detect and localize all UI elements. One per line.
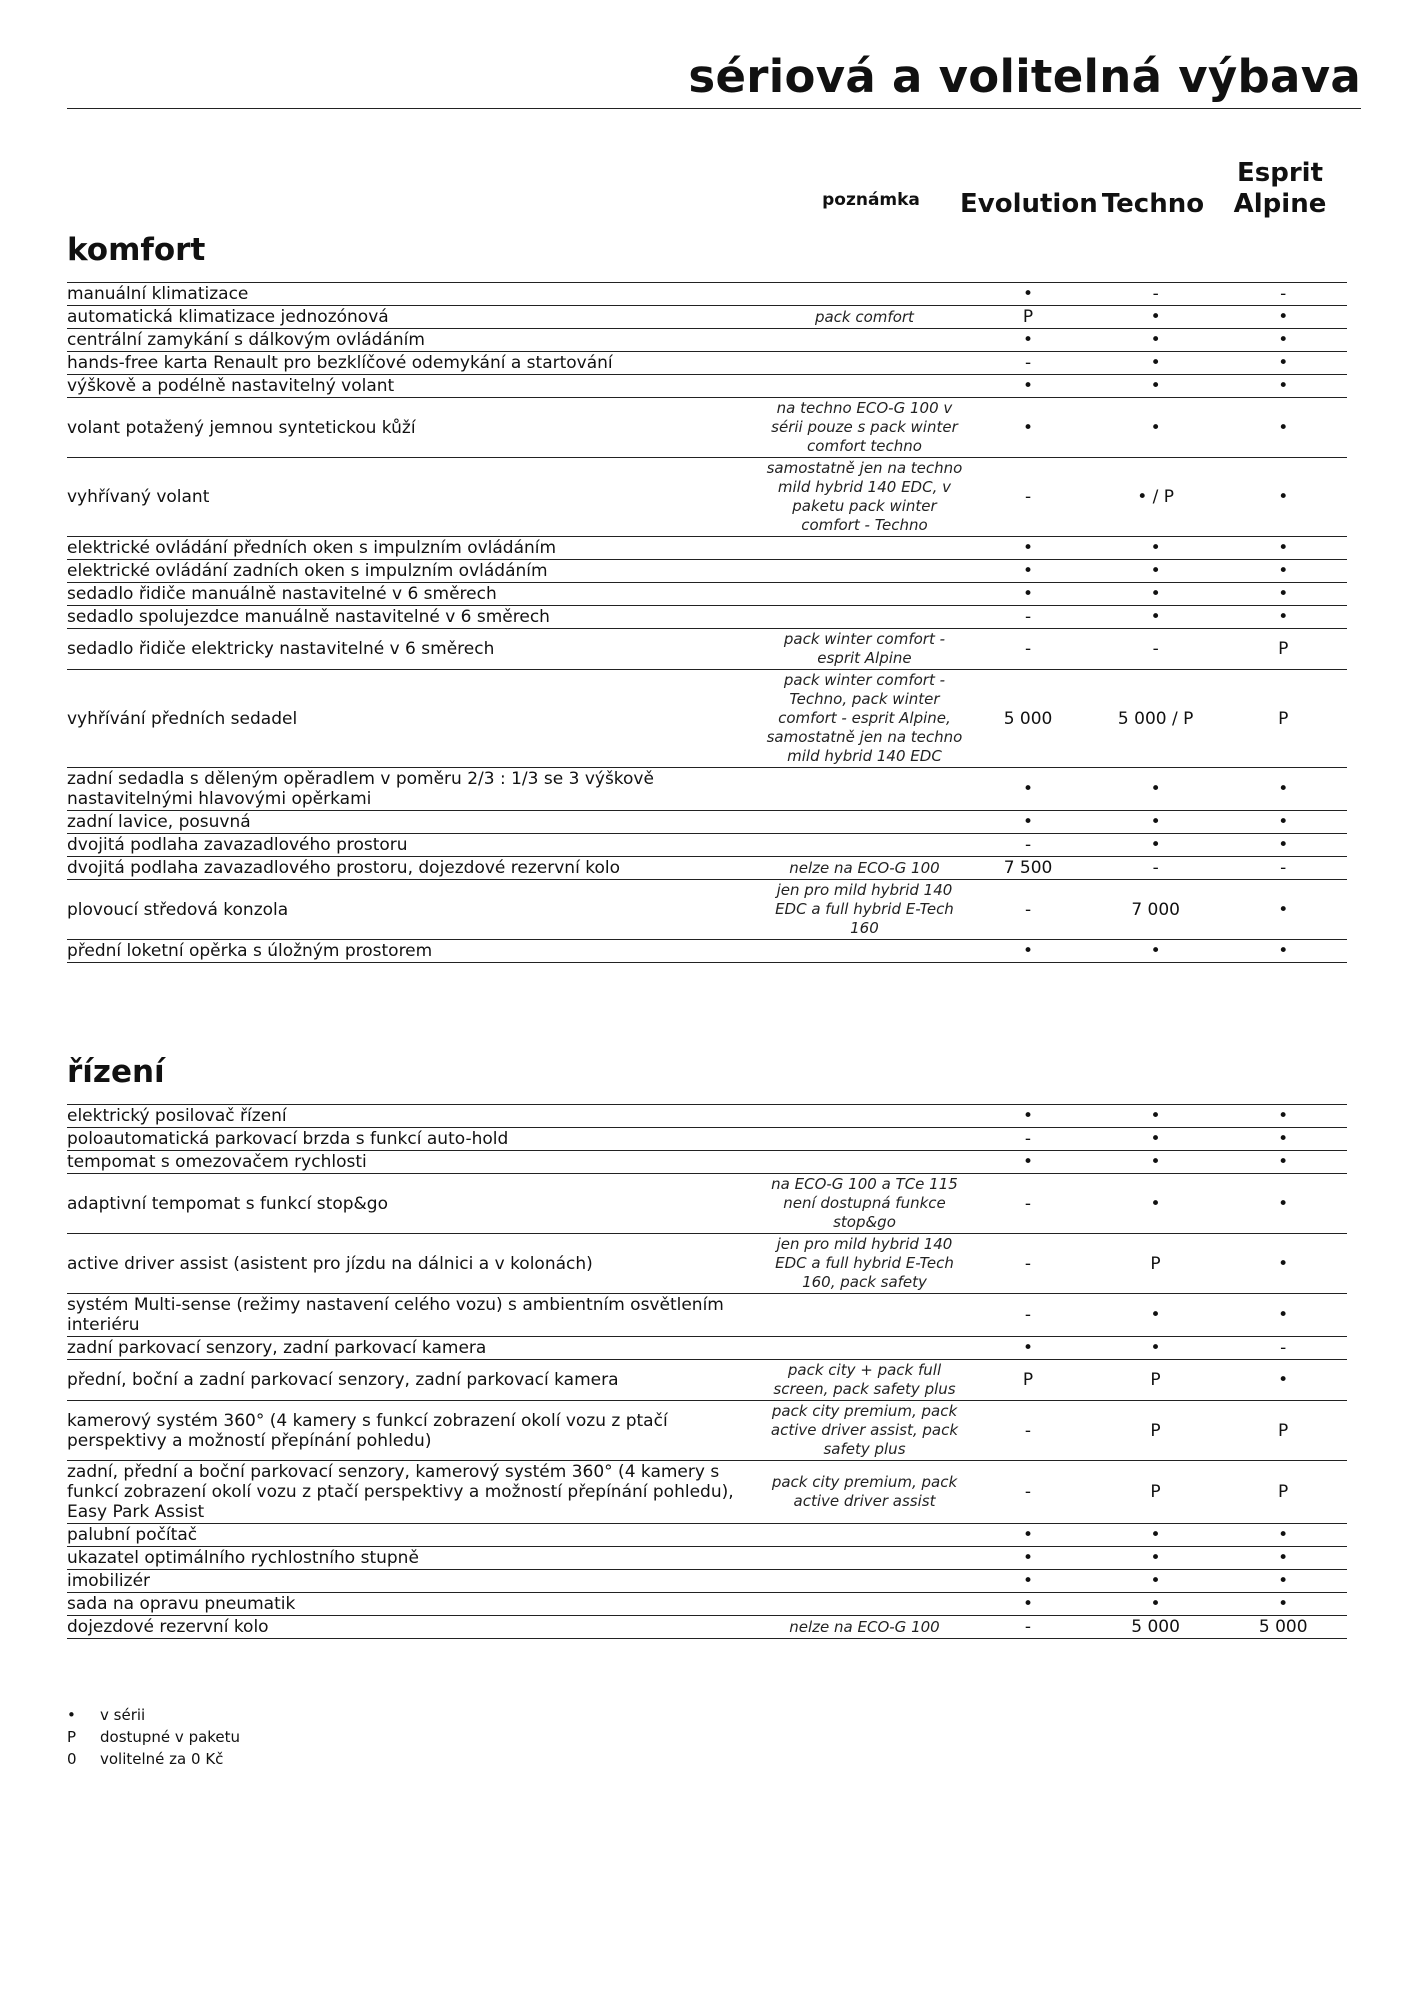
column-headers: [0, 150, 1414, 220]
feature-cell: hands-free karta Renault pro bezklíčové odemykání a startování: [67, 352, 765, 375]
techno-cell: •: [1092, 329, 1220, 352]
table-row: [67, 857, 1347, 880]
evolution-cell: -: [964, 1294, 1092, 1337]
feature-cell: ukazatel optimálního rychlostního stupně: [67, 1547, 765, 1570]
feature-cell: plovoucí středová konzola: [67, 880, 765, 940]
feature-cell: manuální klimatizace: [67, 283, 765, 306]
esprit-alpine-cell: •: [1219, 880, 1347, 940]
header-esprit-line2: Alpine: [1233, 189, 1327, 219]
feature-cell: kamerový systém 360° (4 kamery s funkcí zobrazení okolí vozu z ptačí perspektivy a možností přepínání pohledu): [67, 1401, 765, 1461]
esprit-alpine-cell: P: [1219, 670, 1347, 768]
note-cell: [765, 1570, 964, 1593]
feature-cell: sedadlo řidiče elektricky nastavitelné v 6 směrech: [67, 629, 765, 670]
feature-cell: palubní počítač: [67, 1524, 765, 1547]
table-row: [67, 1151, 1347, 1174]
techno-cell: •: [1092, 768, 1220, 811]
evolution-cell: -: [964, 1401, 1092, 1461]
esprit-alpine-cell: •: [1219, 606, 1347, 629]
note-cell: pack comfort: [765, 306, 965, 329]
legend-symbol: 0: [67, 1750, 77, 1768]
header-note: poznámka: [822, 190, 920, 210]
note-cell: pack city premium, pack active driver assist: [765, 1461, 964, 1524]
table-row: [67, 1234, 1347, 1294]
table-row: [67, 1593, 1347, 1616]
esprit-alpine-cell: •: [1219, 352, 1347, 375]
note-cell: pack city premium, pack active driver assist, pack safety plus: [765, 1401, 964, 1461]
note-cell: [765, 1128, 964, 1151]
feature-cell: elektrický posilovač řízení: [67, 1105, 765, 1128]
evolution-cell: •: [964, 375, 1092, 398]
evolution-cell: -: [964, 458, 1092, 537]
evolution-cell: •: [964, 811, 1092, 834]
feature-cell: zadní sedadla s děleným opěradlem v poměru 2/3 : 1/3 se 3 výškově nastavitelnými hlavovými opěrkami: [67, 768, 765, 811]
legend-text: volitelné za 0 Kč: [100, 1750, 224, 1768]
table-row: [67, 560, 1347, 583]
feature-cell: vyhřívaný volant: [67, 458, 765, 537]
techno-cell: •: [1092, 1337, 1220, 1360]
table-row: [67, 352, 1347, 375]
esprit-alpine-cell: •: [1219, 560, 1347, 583]
evolution-cell: -: [964, 1128, 1092, 1151]
table-row: [67, 1360, 1347, 1401]
evolution-cell: -: [964, 880, 1092, 940]
note-cell: pack winter comfort - esprit Alpine: [765, 629, 965, 670]
note-cell: [765, 560, 965, 583]
esprit-alpine-cell: 5 000: [1219, 1616, 1347, 1639]
evolution-cell: •: [964, 1105, 1092, 1128]
esprit-alpine-cell: •: [1219, 940, 1347, 963]
table-row: [67, 1401, 1347, 1461]
feature-cell: zadní lavice, posuvná: [67, 811, 765, 834]
esprit-alpine-cell: •: [1219, 1593, 1347, 1616]
note-cell: [765, 352, 965, 375]
legend-item: [67, 1748, 240, 1770]
feature-cell: dvojitá podlaha zavazadlového prostoru: [67, 834, 765, 857]
table-row: [67, 1105, 1347, 1128]
feature-cell: vyhřívání předních sedadel: [67, 670, 765, 768]
esprit-alpine-cell: •: [1219, 834, 1347, 857]
note-cell: jen pro mild hybrid 140 EDC a full hybrid E-Tech 160, pack safety: [765, 1234, 964, 1294]
techno-cell: •: [1092, 1570, 1220, 1593]
note-cell: [765, 1547, 964, 1570]
esprit-alpine-cell: •: [1219, 1234, 1347, 1294]
techno-cell: •: [1092, 1524, 1220, 1547]
esprit-alpine-cell: •: [1219, 398, 1347, 458]
techno-cell: -: [1092, 857, 1220, 880]
esprit-alpine-cell: •: [1219, 1174, 1347, 1234]
feature-cell: adaptivní tempomat s funkcí stop&go: [67, 1174, 765, 1234]
esprit-alpine-cell: •: [1219, 1105, 1347, 1128]
table-row: [67, 306, 1347, 329]
techno-cell: •: [1092, 940, 1220, 963]
table-row: [67, 398, 1347, 458]
note-cell: pack winter comfort - Techno, pack winter comfort - esprit Alpine, samostatně jen na techno mild hybrid 140 EDC: [765, 670, 965, 768]
legend-item: [67, 1704, 240, 1726]
note-cell: [765, 537, 965, 560]
table-row: [67, 583, 1347, 606]
esprit-alpine-cell: •: [1219, 1570, 1347, 1593]
table-row: [67, 1128, 1347, 1151]
spec-table-rizeni: [67, 1104, 1347, 1639]
techno-cell: P: [1092, 1360, 1220, 1401]
esprit-alpine-cell: •: [1219, 1547, 1347, 1570]
feature-cell: imobilizér: [67, 1570, 765, 1593]
esprit-alpine-cell: -: [1219, 1337, 1347, 1360]
feature-cell: centrální zamykání s dálkovým ovládáním: [67, 329, 765, 352]
note-cell: [765, 1524, 964, 1547]
table-row: [67, 811, 1347, 834]
note-cell: samostatně jen na techno mild hybrid 140 EDC, v paketu pack winter comfort - Techno: [765, 458, 965, 537]
evolution-cell: 5 000: [964, 670, 1092, 768]
legend-text: dostupné v paketu: [100, 1728, 241, 1746]
evolution-cell: -: [964, 606, 1092, 629]
feature-cell: sedadlo řidiče manuálně nastavitelné v 6 směrech: [67, 583, 765, 606]
table-row: [67, 768, 1347, 811]
techno-cell: •: [1092, 1294, 1220, 1337]
note-cell: [765, 811, 965, 834]
page-title: sériová a volitelná výbava: [688, 50, 1361, 103]
evolution-cell: •: [964, 283, 1092, 306]
esprit-alpine-cell: •: [1219, 1128, 1347, 1151]
section-title-komfort: komfort: [67, 232, 206, 268]
esprit-alpine-cell: •: [1219, 1524, 1347, 1547]
evolution-cell: •: [964, 940, 1092, 963]
feature-cell: dvojitá podlaha zavazadlového prostoru, dojezdové rezervní kolo: [67, 857, 765, 880]
note-cell: [765, 834, 965, 857]
esprit-alpine-cell: •: [1219, 375, 1347, 398]
evolution-cell: -: [964, 1234, 1092, 1294]
evolution-cell: •: [964, 1524, 1092, 1547]
note-cell: [765, 1294, 964, 1337]
techno-cell: •: [1092, 583, 1220, 606]
table-row: [67, 283, 1347, 306]
techno-cell: •: [1092, 811, 1220, 834]
esprit-alpine-cell: •: [1219, 458, 1347, 537]
note-cell: nelze na ECO-G 100: [765, 1616, 964, 1639]
techno-cell: •: [1092, 1128, 1220, 1151]
note-cell: [765, 1337, 964, 1360]
note-cell: [765, 606, 965, 629]
header-evolution: Evolution: [960, 189, 1098, 219]
note-cell: [765, 1151, 964, 1174]
feature-cell: poloautomatická parkovací brzda s funkcí auto-hold: [67, 1128, 765, 1151]
spec-table-komfort: [67, 282, 1347, 963]
evolution-cell: •: [964, 1151, 1092, 1174]
techno-cell: 5 000 / P: [1092, 670, 1220, 768]
title-divider: [67, 108, 1361, 109]
feature-cell: zadní, přední a boční parkovací senzory, kamerový systém 360° (4 kamery s funkcí zobrazení okolí vozu z ptačí perspektivy a možností přepínání pohledu), Easy Park Assist: [67, 1461, 765, 1524]
techno-cell: 7 000: [1092, 880, 1220, 940]
table-row: [67, 1570, 1347, 1593]
evolution-cell: -: [964, 1616, 1092, 1639]
table-row: [67, 1337, 1347, 1360]
techno-cell: •: [1092, 1105, 1220, 1128]
note-cell: [765, 1105, 964, 1128]
feature-cell: elektrické ovládání zadních oken s impulzním ovládáním: [67, 560, 765, 583]
note-cell: [765, 329, 965, 352]
esprit-alpine-cell: •: [1219, 768, 1347, 811]
techno-cell: -: [1092, 283, 1220, 306]
table-row: [67, 375, 1347, 398]
evolution-cell: •: [964, 560, 1092, 583]
note-cell: nelze na ECO-G 100: [765, 857, 965, 880]
table-row: [67, 606, 1347, 629]
techno-cell: P: [1092, 1401, 1220, 1461]
evolution-cell: P: [964, 306, 1092, 329]
feature-cell: přední, boční a zadní parkovací senzory, zadní parkovací kamera: [67, 1360, 765, 1401]
evolution-cell: •: [964, 537, 1092, 560]
legend: [67, 1704, 240, 1770]
esprit-alpine-cell: •: [1219, 306, 1347, 329]
esprit-alpine-cell: •: [1219, 329, 1347, 352]
note-cell: na ECO-G 100 a TCe 115 není dostupná funkce stop&go: [765, 1174, 964, 1234]
evolution-cell: -: [964, 352, 1092, 375]
techno-cell: P: [1092, 1461, 1220, 1524]
techno-cell: •: [1092, 560, 1220, 583]
table-row: [67, 670, 1347, 768]
esprit-alpine-cell: -: [1219, 283, 1347, 306]
techno-cell: •: [1092, 834, 1220, 857]
esprit-alpine-cell: -: [1219, 857, 1347, 880]
techno-cell: -: [1092, 629, 1220, 670]
techno-cell: P: [1092, 1234, 1220, 1294]
feature-cell: active driver assist (asistent pro jízdu na dálnici a v kolonách): [67, 1234, 765, 1294]
techno-cell: 5 000: [1092, 1616, 1220, 1639]
feature-cell: systém Multi-sense (režimy nastavení celého vozu) s ambientním osvětlením interiéru: [67, 1294, 765, 1337]
evolution-cell: -: [964, 629, 1092, 670]
esprit-alpine-cell: P: [1219, 629, 1347, 670]
esprit-alpine-cell: P: [1219, 1461, 1347, 1524]
techno-cell: •: [1092, 1593, 1220, 1616]
table-row: [67, 940, 1347, 963]
techno-cell: •: [1092, 306, 1220, 329]
note-cell: [765, 375, 965, 398]
evolution-cell: •: [964, 1593, 1092, 1616]
note-cell: pack city + pack full screen, pack safety plus: [765, 1360, 964, 1401]
legend-text: v sérii: [100, 1706, 146, 1724]
table-row: [67, 1461, 1347, 1524]
evolution-cell: -: [964, 1461, 1092, 1524]
esprit-alpine-cell: •: [1219, 1294, 1347, 1337]
evolution-cell: •: [964, 329, 1092, 352]
esprit-alpine-cell: •: [1219, 811, 1347, 834]
note-cell: na techno ECO-G 100 v sérii pouze s pack winter comfort techno: [765, 398, 965, 458]
feature-cell: dojezdové rezervní kolo: [67, 1616, 765, 1639]
table-row: [67, 629, 1347, 670]
techno-cell: •: [1092, 537, 1220, 560]
evolution-cell: •: [964, 1547, 1092, 1570]
header-esprit-alpine: [1215, 158, 1345, 220]
evolution-cell: •: [964, 1570, 1092, 1593]
esprit-alpine-cell: •: [1219, 537, 1347, 560]
esprit-alpine-cell: •: [1219, 1360, 1347, 1401]
evolution-cell: -: [964, 1174, 1092, 1234]
feature-cell: tempomat s omezovačem rychlosti: [67, 1151, 765, 1174]
note-cell: [765, 940, 965, 963]
legend-symbol: •: [67, 1706, 76, 1724]
evolution-cell: P: [964, 1360, 1092, 1401]
techno-cell: •: [1092, 1547, 1220, 1570]
evolution-cell: •: [964, 768, 1092, 811]
table-row: [67, 880, 1347, 940]
feature-cell: zadní parkovací senzory, zadní parkovací kamera: [67, 1337, 765, 1360]
evolution-cell: •: [964, 1337, 1092, 1360]
legend-symbol: P: [67, 1728, 77, 1746]
note-cell: jen pro mild hybrid 140 EDC a full hybrid E-Tech 160: [765, 880, 965, 940]
table-row: [67, 1547, 1347, 1570]
techno-cell: • / P: [1092, 458, 1220, 537]
techno-cell: •: [1092, 398, 1220, 458]
feature-cell: přední loketní opěrka s úložným prostorem: [67, 940, 765, 963]
feature-cell: sada na opravu pneumatik: [67, 1593, 765, 1616]
evolution-cell: -: [964, 834, 1092, 857]
note-cell: [765, 1593, 964, 1616]
table-row: [67, 537, 1347, 560]
techno-cell: •: [1092, 606, 1220, 629]
techno-cell: •: [1092, 352, 1220, 375]
table-row: [67, 1524, 1347, 1547]
header-esprit-line1: Esprit: [1236, 158, 1323, 188]
section-title-rizeni: řízení: [67, 1054, 165, 1090]
header-techno: Techno: [1101, 189, 1205, 219]
table-row: [67, 1294, 1347, 1337]
table-row: [67, 1174, 1347, 1234]
evolution-cell: •: [964, 583, 1092, 606]
table-row: [67, 329, 1347, 352]
table-row: [67, 834, 1347, 857]
evolution-cell: •: [964, 398, 1092, 458]
table-row: [67, 458, 1347, 537]
evolution-cell: 7 500: [964, 857, 1092, 880]
note-cell: [765, 768, 965, 811]
esprit-alpine-cell: P: [1219, 1401, 1347, 1461]
note-cell: [765, 283, 965, 306]
feature-cell: výškově a podélně nastavitelný volant: [67, 375, 765, 398]
techno-cell: •: [1092, 1174, 1220, 1234]
techno-cell: •: [1092, 375, 1220, 398]
feature-cell: volant potažený jemnou syntetickou kůží: [67, 398, 765, 458]
techno-cell: •: [1092, 1151, 1220, 1174]
feature-cell: sedadlo spolujezdce manuálně nastavitelné v 6 směrech: [67, 606, 765, 629]
feature-cell: elektrické ovládání předních oken s impulzním ovládáním: [67, 537, 765, 560]
feature-cell: automatická klimatizace jednozónová: [67, 306, 765, 329]
table-row: [67, 1616, 1347, 1639]
legend-item: [67, 1726, 240, 1748]
note-cell: [765, 583, 965, 606]
esprit-alpine-cell: •: [1219, 583, 1347, 606]
esprit-alpine-cell: •: [1219, 1151, 1347, 1174]
